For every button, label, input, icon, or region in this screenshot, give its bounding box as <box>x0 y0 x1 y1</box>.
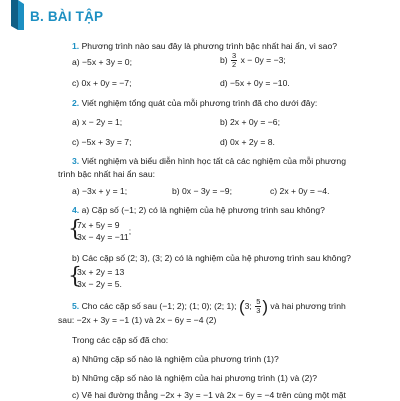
ex5-number: 5. <box>72 300 80 311</box>
ex1-option-c: c) 0x + 0y = −7; <box>72 78 132 88</box>
ex4-system1-eq2: 3x − 4y = −11; <box>77 226 132 242</box>
ex4-system1-brace: { <box>68 217 82 242</box>
ex4-part-a-stem: 4. a) Cặp số (−1; 2) có là nghiệm của hệ phương trình sau không? <box>72 205 325 215</box>
ex2-number: 2. <box>72 98 80 108</box>
ex4-system2-brace: { <box>68 264 82 289</box>
ex5-part-a: a) Những cặp số nào là nghiệm của phương trình (1)? <box>72 354 279 364</box>
ex1-option-b: b) $\frac{3}{2}$ x − 0y = −3; <box>220 51 286 69</box>
ex3-option-b: b) 0x − 3y = −9; <box>172 186 232 196</box>
ex2-option-d: d) 0x + 2y = 8. <box>220 137 275 147</box>
ex5-part-c: c) Vẽ hai đường thẳng −2x + 3y = −1 và 2x − 6y = −4 trên cùng một mặt <box>72 390 346 400</box>
ex1-stem-text: Phương trình nào sau đây là phương trình bậc nhất hai ẩn, vì sao? <box>81 41 338 51</box>
ex3-stem-line2: trình bậc nhất hai ẩn sau: <box>58 169 155 179</box>
ex5-stem-line2: sau: −2x + 3y = −1 (1) và 2x − 6y = −4 (2) <box>58 315 217 325</box>
ex3-option-a: a) −3x + y = 1; <box>72 186 128 196</box>
section-marker-icon <box>11 0 26 30</box>
ex1-option-a: a) −5x + 3y = 0; <box>72 57 132 67</box>
ex2-stem <box>72 98 317 109</box>
ex3-stem-line1: 3. Viết nghiệm và biểu diễn hình học tất cả các nghiệm của mỗi phương <box>72 156 346 166</box>
ex5-stem-line1: 5. Cho các cặp số sau (−1; 2); (1; 0); (2; 1); (3; $\frac{5}{3}$ ) và hai phương trình <box>72 297 346 316</box>
ex5-pair-fraction: $\frac{5}{3}$ <box>256 297 261 315</box>
ex5-intro: Trong các cặp số đã cho: <box>72 335 169 345</box>
ex4-system2-eq1: 3x + 2y = 13 <box>77 267 125 277</box>
ex4-system1-eq1: 7x + 5y = 9 <box>77 220 120 230</box>
ex2-option-c: c) −5x + 3y = 7; <box>72 137 132 147</box>
ex3-option-c: c) 2x + 0y = −4. <box>270 186 330 196</box>
ex4-number: 4. <box>72 205 80 215</box>
ex1-option-d: d) −5x + 0y = −10. <box>220 78 290 88</box>
ex2-option-a: a) x − 2y = 1; <box>72 117 123 127</box>
section-title: B. BÀI TẬP <box>30 9 104 24</box>
ex1-stem <box>72 41 337 52</box>
ex2-option-b: b) 2x + 0y = −6; <box>220 117 280 127</box>
ex1-b-fraction: $\frac{3}{2}$ <box>232 51 237 69</box>
ex5-part-b: b) Những cặp số nào là nghiệm của hai phương trình (1) và (2)? <box>72 373 318 383</box>
ex4-part-b-stem: b) Các cặp số (2; 3), (3; 2) có là nghiệm của hệ phương trình sau không? <box>72 253 351 263</box>
ex3-number: 3. <box>72 156 80 166</box>
ex2-stem-text: Viết nghiệm tổng quát của mỗi phương trình đã cho dưới đây: <box>81 98 318 108</box>
ex4-system2-eq2: 3x − 2y = 5. <box>77 279 122 289</box>
ex1-number: 1. <box>72 41 80 51</box>
